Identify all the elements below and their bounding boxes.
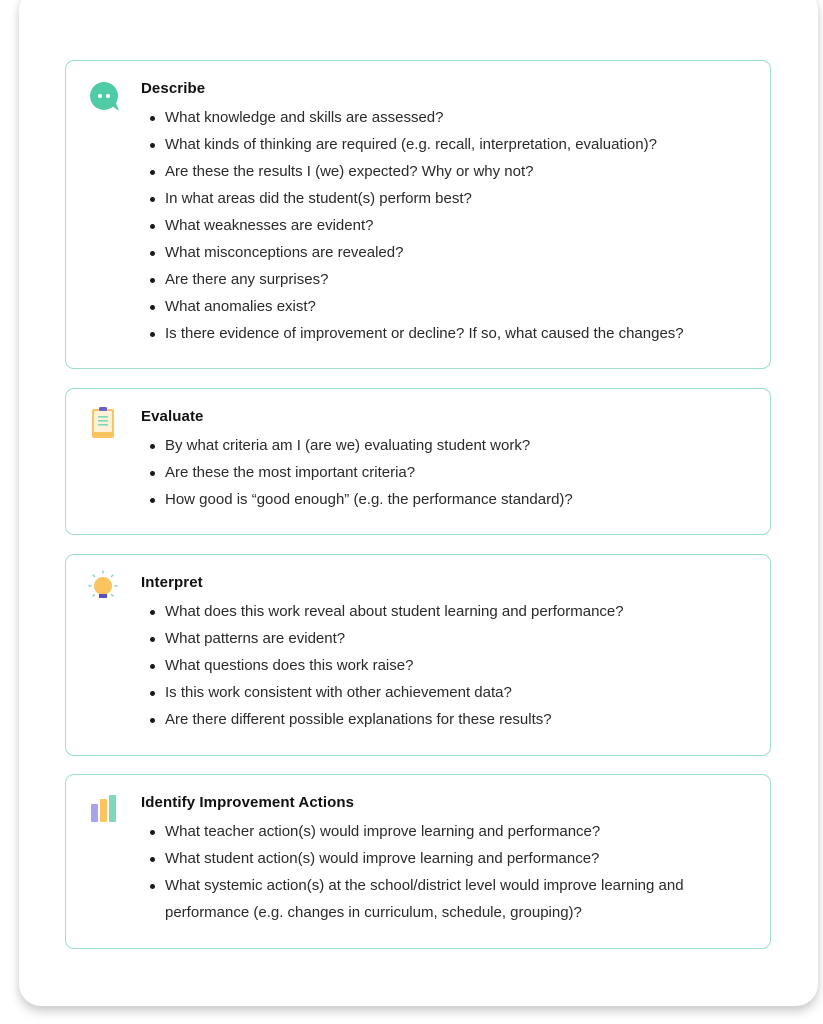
list-item: Are these the results I (we) expected? Why or why not? bbox=[141, 158, 741, 185]
section-identify-improvement-actions bbox=[65, 774, 771, 949]
question-list bbox=[141, 432, 741, 513]
list-item: What questions does this work raise? bbox=[141, 652, 741, 679]
list-item: Are there any surprises? bbox=[141, 266, 741, 293]
list-item: What anomalies exist? bbox=[141, 293, 741, 320]
section-title: Interpret bbox=[141, 574, 203, 591]
question-list bbox=[141, 818, 741, 926]
section-title: Describe bbox=[141, 80, 206, 97]
section-describe bbox=[65, 60, 771, 369]
list-item: Is this work consistent with other achievement data? bbox=[141, 679, 741, 706]
list-item: What kinds of thinking are required (e.g. recall, interpretation, evaluation)? bbox=[141, 131, 741, 158]
list-item: In what areas did the student(s) perform best? bbox=[141, 185, 741, 212]
list-item: What misconceptions are revealed? bbox=[141, 239, 741, 266]
list-item: What weaknesses are evident? bbox=[141, 212, 741, 239]
list-item: What systemic action(s) at the school/district level would improve learning and performance (e.g. changes in curriculum, schedule, grouping)? bbox=[141, 872, 741, 926]
speech-bubble-icon bbox=[88, 79, 122, 113]
list-item: What patterns are evident? bbox=[141, 625, 741, 652]
question-list bbox=[141, 598, 741, 733]
section-title: Evaluate bbox=[141, 408, 204, 425]
list-item: What student action(s) would improve learning and performance? bbox=[141, 845, 741, 872]
clipboard-icon bbox=[86, 405, 120, 439]
list-item: By what criteria am I (are we) evaluating student work? bbox=[141, 432, 741, 459]
list-item: Are these the most important criteria? bbox=[141, 459, 741, 486]
bar-chart-icon bbox=[88, 791, 122, 825]
list-item: Is there evidence of improvement or decline? If so, what caused the changes? bbox=[141, 320, 741, 347]
question-list bbox=[141, 104, 741, 347]
list-item: Are there different possible explanations for these results? bbox=[141, 706, 741, 733]
list-item: What knowledge and skills are assessed? bbox=[141, 104, 741, 131]
section-interpret bbox=[65, 554, 771, 756]
list-item: What teacher action(s) would improve learning and performance? bbox=[141, 818, 741, 845]
list-item: How good is “good enough” (e.g. the performance standard)? bbox=[141, 486, 741, 513]
list-item: What does this work reveal about student learning and performance? bbox=[141, 598, 741, 625]
section-title: Identify Improvement Actions bbox=[141, 794, 355, 811]
lightbulb-icon bbox=[86, 569, 120, 603]
section-evaluate bbox=[65, 388, 771, 535]
